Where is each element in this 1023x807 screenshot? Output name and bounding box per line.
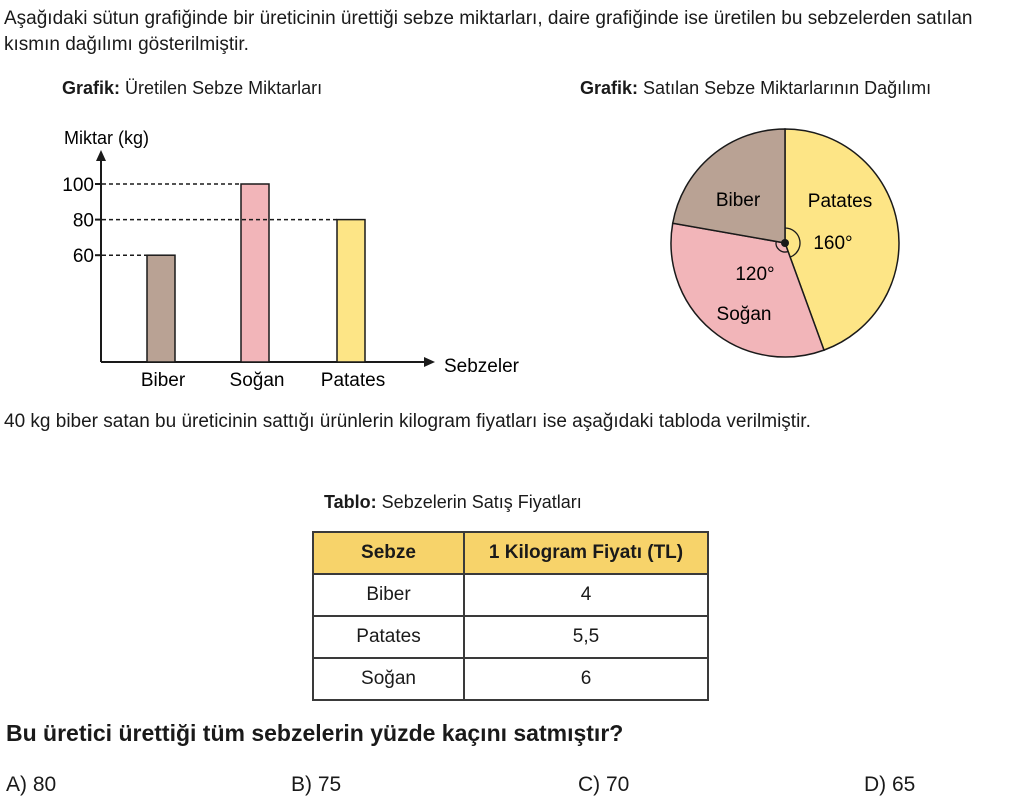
table-header-row <box>313 532 708 574</box>
table-title-text: Sebzelerin Satış Fiyatları <box>381 492 582 512</box>
table-title <box>324 492 582 513</box>
pie-chart-title-bold: Grafik: <box>580 78 639 98</box>
bar-chart-xlabel: Sebzeler <box>444 356 519 377</box>
intro-text: Aşağıdaki sütun grafiğinde bir üreticinin ürettiği sebze miktarları, daire grafiğinde ise üretilen bu sebzelerden satılan kısmın dağılımı gösterilmiştir. <box>4 8 973 55</box>
x-category-label: Soğan <box>229 370 285 391</box>
slice-biber <box>673 129 785 243</box>
table-row <box>313 574 708 616</box>
y-tick-label: 100 <box>62 175 94 196</box>
table-title-bold: Tablo: <box>324 492 377 512</box>
table-header-sebze: Sebze <box>313 532 464 574</box>
option-c[interactable]: C) 70 <box>578 773 630 796</box>
pie-label-sogan: Soğan <box>716 304 772 325</box>
bar-chart-title-text: Üretilen Sebze Miktarları <box>125 78 323 98</box>
table-row <box>313 658 708 700</box>
table-cell-price: 4 <box>464 574 708 616</box>
pie-chart-title-text: Satılan Sebze Miktarlarının Dağılımı <box>643 78 932 98</box>
question-text: Bu üretici ürettiği tüm sebzelerin yüzde kaçını satmıştır? <box>6 720 624 746</box>
pie-angle-label-160: 160° <box>813 233 853 254</box>
option-a[interactable]: A) 80 <box>6 773 57 796</box>
pie-label-biber: Biber <box>715 190 761 211</box>
bar-chart-ylabel: Miktar (kg) <box>64 128 149 148</box>
pie-angle-label-120: 120° <box>735 264 775 285</box>
pie-label-patates: Patates <box>807 191 873 212</box>
sentence-text: 40 kg biber satan bu üreticinin sattığı ürünlerin kilogram fiyatları ise aşağıdaki tabloda verilmiştir. <box>4 411 811 432</box>
x-category-label: Biber <box>140 370 186 391</box>
pie-center-dot <box>781 239 789 247</box>
bar-chart-title-bold: Grafik: <box>62 78 121 98</box>
table-header-fiyat: 1 Kilogram Fiyatı (TL) <box>464 532 708 574</box>
table-cell-name: Patates <box>313 616 464 658</box>
y-tick-label: 80 <box>72 210 94 232</box>
y-tick-label: 60 <box>72 246 94 268</box>
table-cell-price: 6 <box>464 658 708 700</box>
option-b[interactable]: B) 75 <box>291 773 342 796</box>
option-d[interactable]: D) 65 <box>864 773 916 796</box>
table-row <box>313 616 708 658</box>
x-category-label: Patates <box>320 370 386 391</box>
table-cell-price: 5,5 <box>464 616 708 658</box>
table-cell-name: Soğan <box>313 658 464 700</box>
table-cell-name: Biber <box>313 574 464 616</box>
price-table <box>312 531 709 701</box>
